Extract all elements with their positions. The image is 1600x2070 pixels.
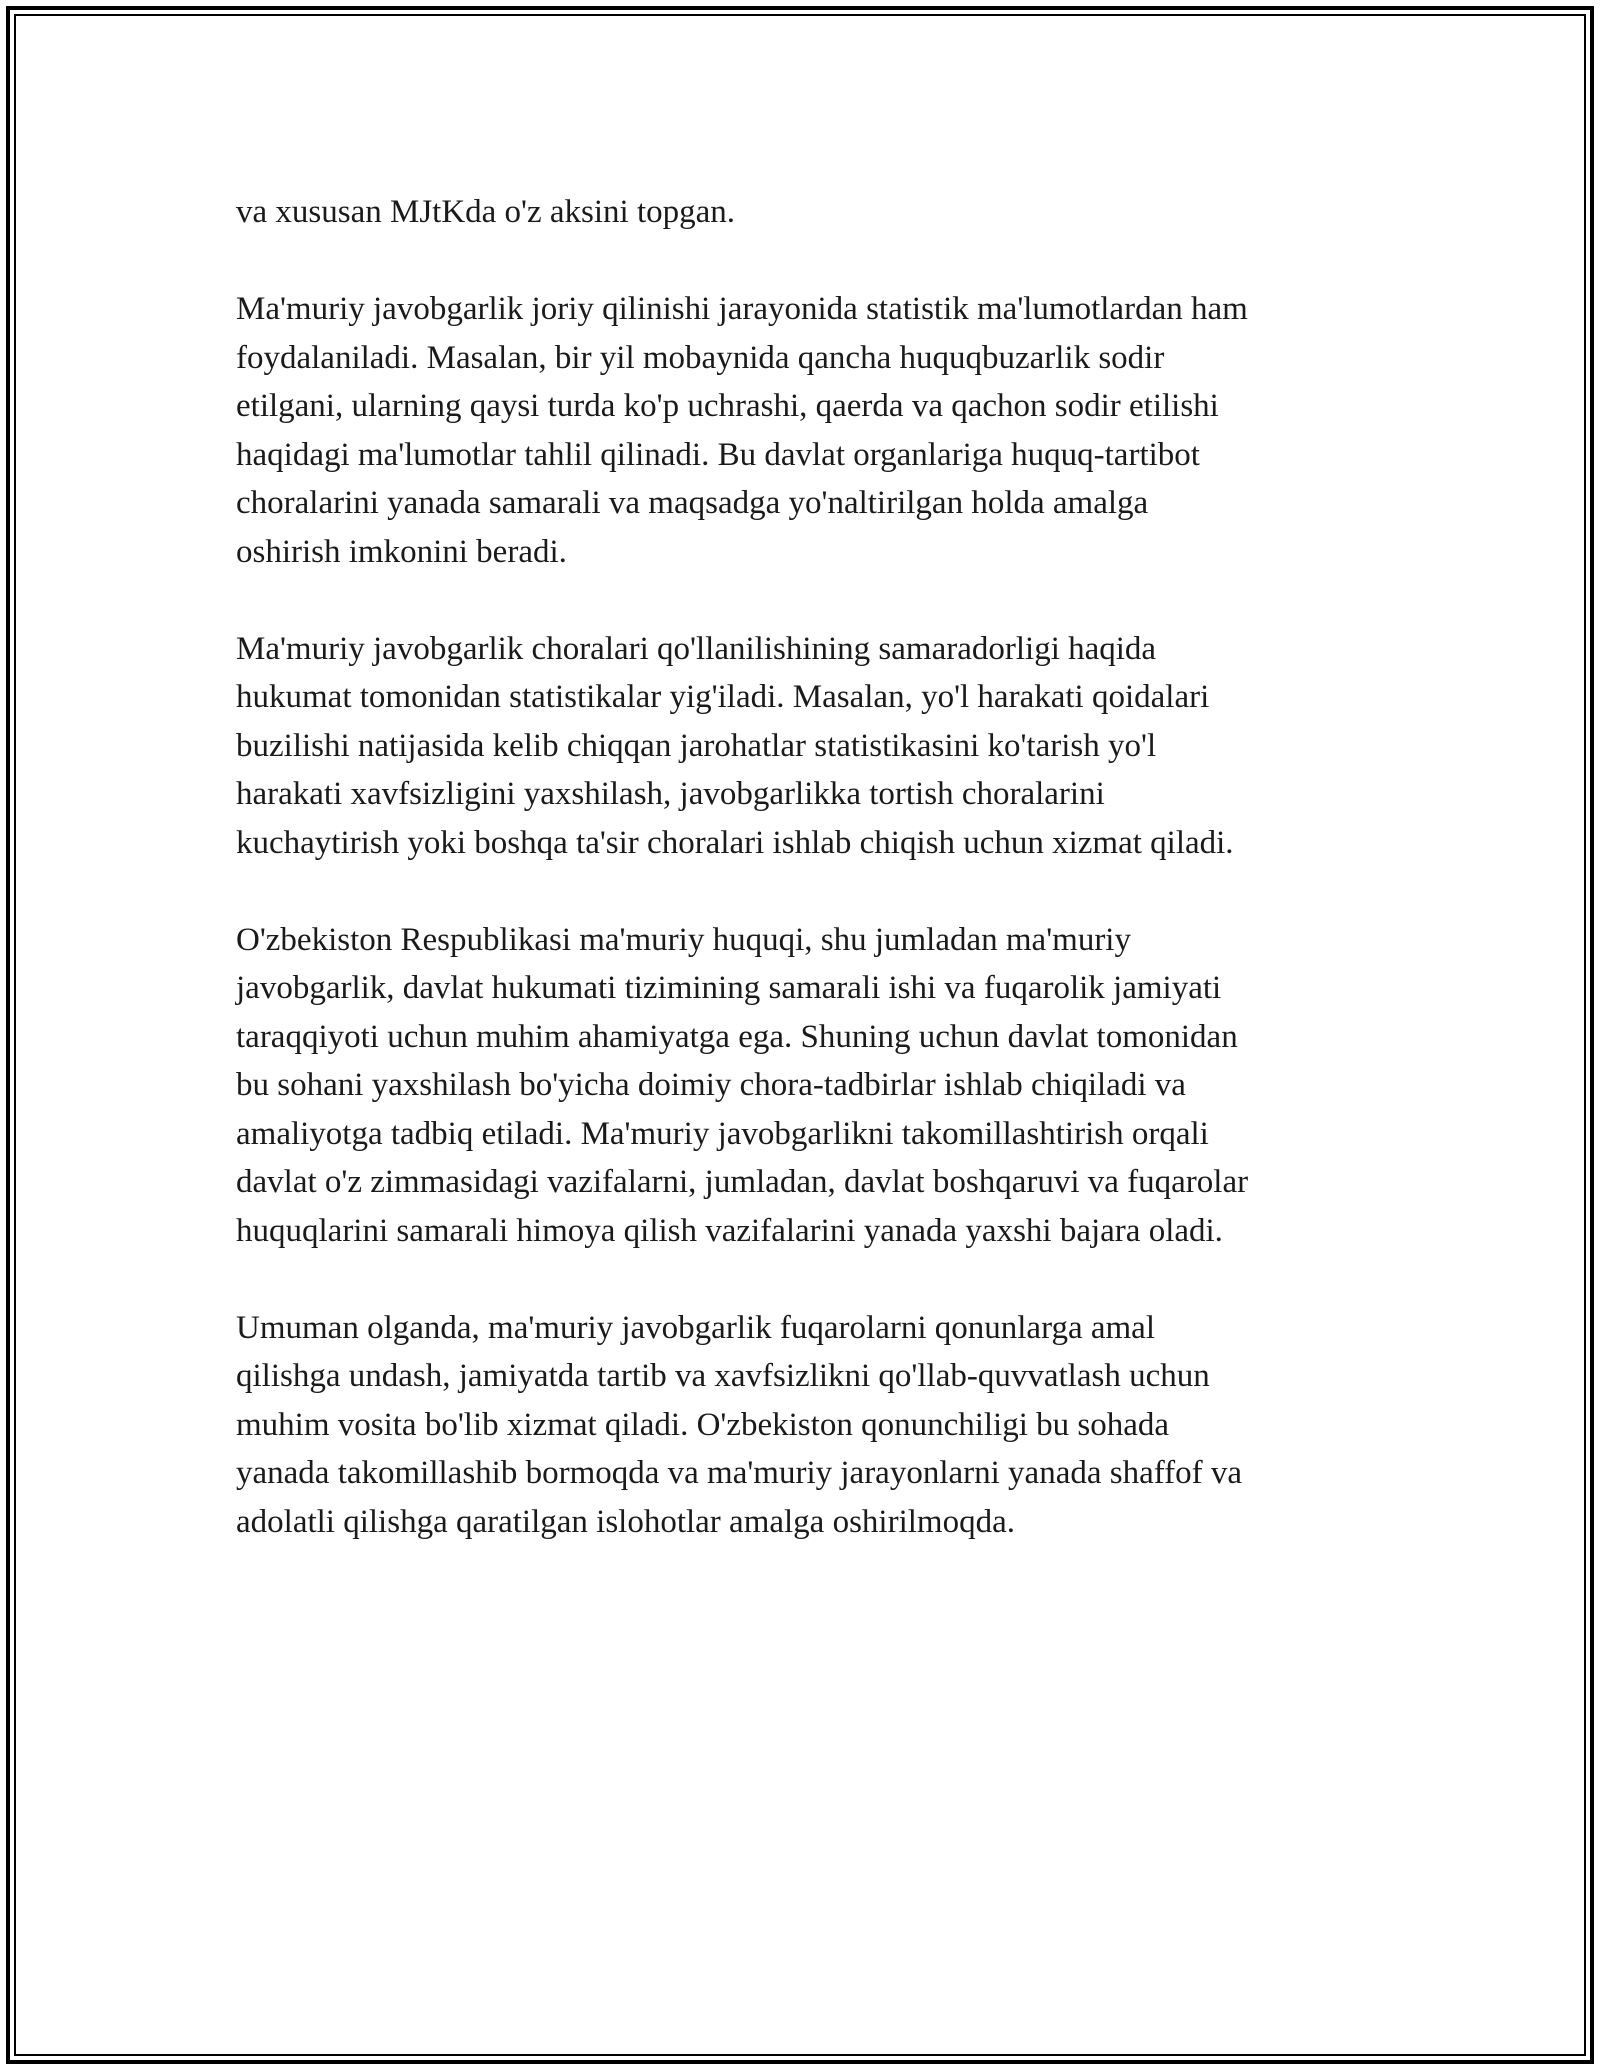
text-line: taraqqiyoti uchun muhim ahamiyatga ega. Shuning uchun davlat tomonidan <box>236 1018 1238 1055</box>
text-line: oshirish imkonini beradi. <box>236 533 567 570</box>
text-line: O'zbekiston Respublikasi ma'muriy huquqi, shu jumladan ma'muriy <box>236 921 1131 958</box>
text-line: davlat o'z zimmasidagi vazifalarni, jumladan, davlat boshqaruvi va fuqarolar <box>236 1164 1249 1200</box>
text-line: choralarini yanada samarali va maqsadga yo'naltirilgan holda amalga <box>236 485 1149 521</box>
text-line: amaliyotga tadbiq etiladi. Ma'muriy javobgarlikni takomillashtirish orqali <box>236 1115 1209 1152</box>
paragraph-gap <box>236 1255 1376 1304</box>
text-line: adolatli qilishga qaratilgan islohotlar amalga oshirilmoqda. <box>236 1503 1015 1540</box>
paragraph-gap <box>236 237 1376 286</box>
text-line: kuchaytirish yoki boshqa ta'sir choralari ishlab chiqish uchun xizmat qiladi. <box>236 824 1234 861</box>
paragraph-gap <box>236 867 1376 916</box>
text-line: bu sohani yaxshilash bo'yicha doimiy chora-tadbirlar ishlab chiqiladi va <box>236 1067 1186 1103</box>
text-line: javobgarlik, davlat hukumati tizimining samarali ishi va fuqarolik jamiyati <box>236 970 1222 1006</box>
paragraph-2 <box>236 285 1376 576</box>
text-line: Ma'muriy javobgarlik joriy qilinishi jarayonida statistik ma'lumotlardan ham <box>236 291 1248 327</box>
text-line: harakati xavfsizligini yaxshilash, javobgarlikka tortish choralarini <box>236 776 1105 812</box>
text-line: Ma'muriy javobgarlik choralari qo'llanilishining samaradorligi haqida <box>236 630 1157 667</box>
paragraph-1 <box>236 188 1376 237</box>
text-line: Umuman olganda, ma'muriy javobgarlik fuqarolarni qonunlarga amal <box>236 1309 1155 1346</box>
paragraph-3 <box>236 625 1376 868</box>
text-line: va xususan MJtKda o'z aksini topgan. <box>236 194 736 230</box>
text-line: yanada takomillashib bormoqda va ma'muriy jarayonlarni yanada shaffof va <box>236 1455 1243 1491</box>
text-line: buzilishi natijasida kelib chiqqan jarohatlar statistikasini ko'tarish yo'l <box>236 727 1157 764</box>
paragraph-4 <box>236 916 1376 1256</box>
paragraph-5 <box>236 1304 1376 1547</box>
text-line: huquqlarini samarali himoya qilish vazifalarini yanada yaxshi bajara oladi. <box>236 1212 1223 1249</box>
text-line: etilgani, ularning qaysi turda ko'p uchrashi, qaerda va qachon sodir etilishi <box>236 388 1219 424</box>
text-line: hukumat tomonidan statistikalar yig'iladi. Masalan, yo'l harakati qoidalari <box>236 679 1210 715</box>
document-body <box>236 188 1376 1546</box>
paragraph-gap <box>236 576 1376 625</box>
text-line: haqidagi ma'lumotlar tahlil qilinadi. Bu davlat organlariga huquq-tartibot <box>236 436 1200 473</box>
text-line: qilishga undash, jamiyatda tartib va xavfsizlikni qo'llab-quvvatlash uchun <box>236 1358 1210 1394</box>
text-line: foydalaniladi. Masalan, bir yil mobaynida qancha huquqbuzarlik sodir <box>236 339 1165 376</box>
text-line: muhim vosita bo'lib xizmat qiladi. O'zbekiston qonunchiligi bu sohada <box>236 1406 1170 1443</box>
